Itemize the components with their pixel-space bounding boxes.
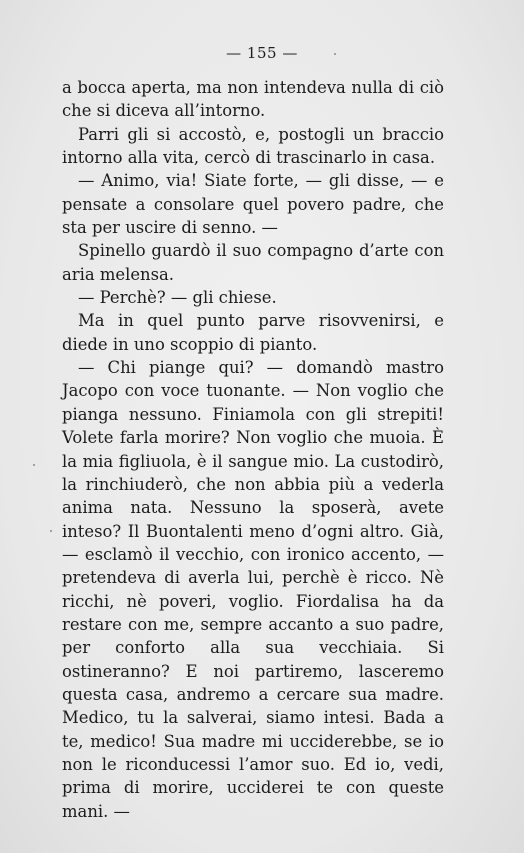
paragraph: a bocca aperta, ma non intendeva nulla di ciò che si diceva all’intorno.	[62, 78, 444, 121]
paragraph: Spinello guardò il suo compagno d’arte con aria melensa.	[62, 241, 444, 284]
paragraph: Parri gli si accostò, e, postogli un braccio intorno alla vita, cercò di trascinarlo in casa.	[62, 124, 444, 168]
page-number: — 155 —	[226, 44, 298, 62]
print-speck	[33, 464, 35, 466]
print-speck	[50, 530, 52, 532]
print-speck	[334, 53, 336, 55]
paragraph: — Perchè? — gli chiese.	[78, 288, 277, 308]
paragraph: — Chi piange qui? — domandò mastro Jacopo con voce tuonante. — Non voglio che pianga nessuno. Finiamola con gli strepiti! Volete farla morire? Non voglio che muoia. È la mia figliuola, è il sangue mio. La custodirò, la rinchiuderò, che non abbia più a vederla anima nata. Nessuno la sposerà, avete inteso? Il Buontalenti meno d’ogni altro. Già, — esclamò il vecchio, con ironico accento, — pretendeva di averla lui, perchè è ricco. Nè ricchi, nè poveri, voglio. Fiordalisa ha da restare con me, sempre accanto a suo padre, per conforto alla sua vecchiaia. Si ostineranno? E noi partiremo, lasceremo questa casa, andremo a cercare sua madre. Medico, tu la salverai, siamo intesi. Bada a te, medico! Sua madre mi ucciderebbe, se io non le riconducessi l’amor suo. Ed io, vedi, prima di morire, ucciderei te con queste mani. —	[62, 358, 444, 821]
body-text	[62, 76, 444, 823]
paragraph: — Animo, via! Siate forte, — gli disse, — e pensate a consolare quel povero padre, che sta per uscire di senno. —	[62, 171, 444, 238]
paragraph: Ma in quel punto parve risovvenirsi, e diede in uno scoppio di pianto.	[62, 311, 444, 354]
